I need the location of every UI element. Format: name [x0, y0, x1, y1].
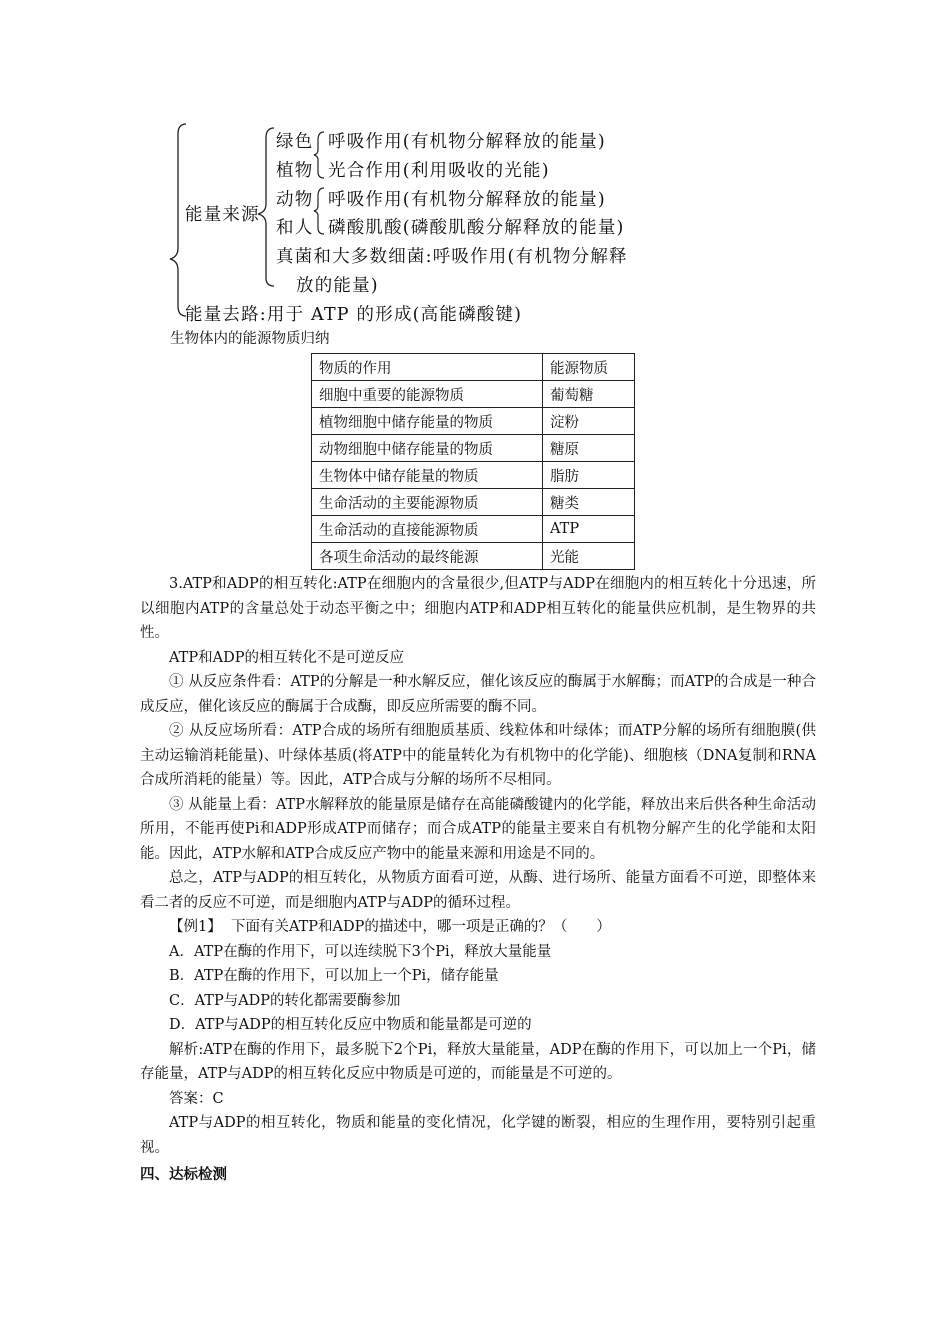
paragraph-atp-adp-conversion: 3.ATP和ADP的相互转化:ATP在细胞内的含量很少,但ATP与ADP在细胞内的相互转化十分迅速，所以细胞内ATP的含量总处于动态平衡之中；细胞内ATP和ADP相互转化的能量供应机制，是生物界的共性。 [140, 576, 816, 641]
option-a: A．ATP在酶的作用下，可以连续脱下3个Pi，释放大量能量 [169, 943, 552, 960]
paragraph-summary: 总之，ATP与ADP的相互转化，从物质方面看可逆，从酶、进行场所、能量方面看不可逆，即整体来看二者的反应不可逆，而是细胞内ATP与ADP的循环过程。 [140, 870, 816, 911]
green-plants-label-1: 绿色 [276, 132, 314, 152]
paragraph-not-reversible: ATP和ADP的相互转化不是可逆反应 [169, 649, 404, 666]
table-header-cell: 能源物质 [543, 354, 635, 381]
table-row [312, 462, 635, 489]
example-answer: 答案：C [169, 1090, 224, 1107]
table-cell: 葡萄糖 [543, 381, 635, 408]
animal-label-2: 和人 [276, 218, 314, 238]
animals-brace [314, 188, 324, 234]
green-plants-label-2: 植物 [276, 161, 314, 181]
table-cell: 细胞中重要的能源物质 [312, 381, 543, 408]
table-cell: 糖类 [543, 489, 635, 516]
table-cell: ATP [543, 516, 635, 543]
example-question-text: 下面有关ATP和ADP的描述中，哪一项是正确的？（ ） [230, 919, 611, 935]
table-row [312, 381, 635, 408]
green-item-2: 光合作用(利用吸收的光能) [328, 161, 550, 181]
animal-label-1: 动物 [276, 190, 314, 210]
table-cell: 各项生命活动的最终能源 [312, 543, 543, 570]
section-heading: 四、达标检测 [140, 1166, 227, 1183]
energy-source-label: 能量来源 [185, 205, 260, 225]
table-cell: 脂肪 [543, 462, 635, 489]
fungi-line-1: 真菌和大多数细菌:呼吸作用(有机物分解释 [276, 247, 628, 267]
option-d: D．ATP与ADP的相互转化反应中物质和能量都是可逆的 [169, 1017, 532, 1033]
animal-item-1: 呼吸作用(有机物分解释放的能量) [328, 190, 606, 210]
green-item-1: 呼吸作用(有机物分解释放的能量) [328, 132, 606, 152]
example-label: 【例1】 [169, 919, 222, 935]
source-brace [258, 128, 274, 286]
paragraph-point-2: ② 从反应场所看：ATP合成的场所有细胞质基质、线粒体和叶绿体；而ATP分解的场所有细胞膜(供主动运输消耗能量)、叶绿体基质(将ATP中的能量转化为有机物中的化学能)、细胞核（DNA复制和RNA合成所消耗的能量）等。因此，ATP合成与分解的场所不尽相同。 [140, 723, 816, 788]
green-plants-brace [314, 132, 324, 178]
table-cell: 生命活动的直接能源物质 [312, 516, 543, 543]
table-caption: 生物体内的能源物质归纳 [170, 331, 330, 347]
table-row [312, 408, 635, 435]
table-row [312, 516, 635, 543]
table-header-row [312, 354, 635, 381]
energy-destination: 能量去路:用于 ATP 的形成(高能磷酸键) [185, 305, 523, 325]
table-cell: 生命活动的主要能源物质 [312, 489, 543, 516]
example-analysis: 解析:ATP在酶的作用下，最多脱下2个Pi，释放大量能量，ADP在酶的作用下，可以加上一个Pi，储存能量，ATP与ADP的相互转化反应中物质是可逆的，而能量是不可逆的。 [140, 1041, 816, 1082]
option-c: C．ATP与ADP的转化都需要酶参加 [169, 992, 401, 1009]
paragraph-point-3: ③ 从能量上看：ATP水解释放的能量原是储存在高能磷酸键内的化学能，释放出来后供各种生命活动所用，不能再使Pi和ADP形成ATP而储存；而合成ATP的能量主要来自有机物分解产生的化学能和太阳能。因此，ATP水解和ATP合成反应产物中的能量来源和用途是不同的。 [140, 796, 816, 862]
animal-item-2: 磷酸肌酸(磷酸肌酸分解释放的能量) [328, 218, 625, 238]
option-b: B．ATP在酶的作用下，可以加上一个Pi，储存能量 [169, 968, 499, 984]
table-cell: 糖原 [543, 435, 635, 462]
energy-substance-table [311, 353, 635, 570]
example-note: ATP与ADP的相互转化，物质和能量的变化情况，化学键的断裂，相应的生理作用，要特别引起重视。 [140, 1115, 816, 1156]
table-cell: 动物细胞中储存能量的物质 [312, 435, 543, 462]
table-row [312, 543, 635, 570]
table-cell: 淀粉 [543, 408, 635, 435]
table-row [312, 435, 635, 462]
table-cell: 光能 [543, 543, 635, 570]
example-question [140, 915, 816, 940]
table-cell: 生物体中储存能量的物质 [312, 462, 543, 489]
paragraph-point-1: ① 从反应条件看：ATP的分解是一种水解反应，催化该反应的酶属于水解酶；而ATP的合成是一种合成反应，催化该反应的酶属于合成酶，即反应所需要的酶不同。 [140, 674, 816, 715]
fungi-line-2: 放的能量) [296, 276, 379, 296]
table-row [312, 489, 635, 516]
body-text [140, 572, 816, 1188]
table-header-cell: 物质的作用 [312, 354, 543, 381]
outer-brace [170, 124, 186, 316]
table-cell: 植物细胞中储存能量的物质 [312, 408, 543, 435]
